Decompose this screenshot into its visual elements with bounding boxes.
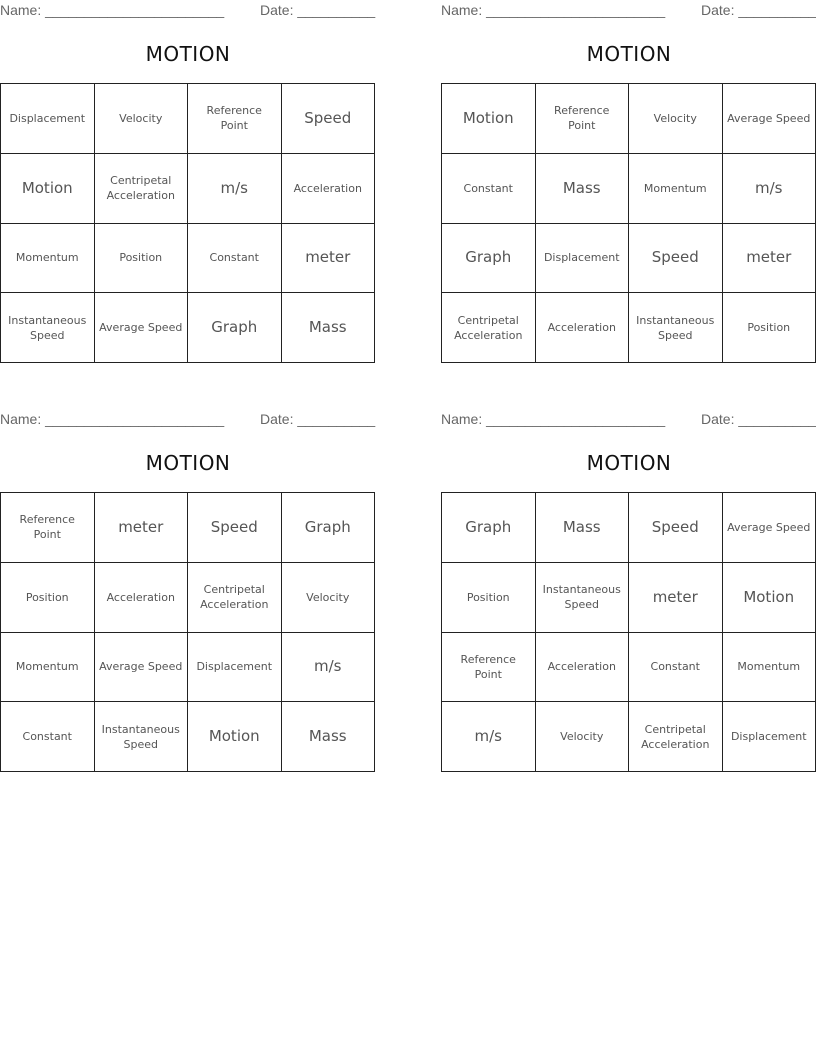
bingo-cell: Mass <box>536 493 630 563</box>
bingo-cell: Displacement <box>723 702 816 772</box>
date-field-label: Date: __________ <box>701 2 816 18</box>
bingo-card <box>441 0 816 375</box>
bingo-cell: Average Speed <box>95 293 189 363</box>
bingo-cell: Motion <box>1 154 95 224</box>
bingo-cell: meter <box>282 224 376 294</box>
bingo-cell: meter <box>629 563 723 633</box>
card-title: MOTION <box>145 451 231 475</box>
card-title: MOTION <box>145 42 231 66</box>
name-date-line <box>441 411 816 429</box>
bingo-cell: m/s <box>188 154 282 224</box>
bingo-cell: Displacement <box>1 84 95 154</box>
bingo-cell: Reference Point <box>536 84 630 154</box>
bingo-cell: Average Speed <box>95 633 189 703</box>
bingo-cell: Centripetal Acceleration <box>442 293 536 363</box>
bingo-cell: Instantaneous Speed <box>629 293 723 363</box>
bingo-cell: Constant <box>188 224 282 294</box>
date-field-label: Date: __________ <box>701 411 816 427</box>
bingo-grid <box>441 83 816 363</box>
bingo-card <box>0 409 376 784</box>
name-date-line <box>0 411 376 429</box>
bingo-cell: Reference Point <box>442 633 536 703</box>
bingo-cell: meter <box>723 224 816 294</box>
bingo-cell: Reference Point <box>1 493 95 563</box>
bingo-cell: Position <box>442 563 536 633</box>
bingo-cell: Acceleration <box>282 154 376 224</box>
bingo-cell: Mass <box>536 154 630 224</box>
name-date-line <box>441 2 816 20</box>
bingo-cell: Mass <box>282 293 376 363</box>
bingo-cell: Momentum <box>629 154 723 224</box>
bingo-cell: Momentum <box>723 633 816 703</box>
bingo-cell: Graph <box>282 493 376 563</box>
bingo-cell: Velocity <box>95 84 189 154</box>
date-field-label: Date: __________ <box>260 2 376 18</box>
bingo-cell: Velocity <box>629 84 723 154</box>
name-field-label: Name: _______________________ <box>441 411 666 427</box>
bingo-cell: Acceleration <box>536 633 630 703</box>
bingo-cell: Speed <box>188 493 282 563</box>
bingo-cell: Momentum <box>1 224 95 294</box>
bingo-grid <box>441 492 816 772</box>
bingo-cell: Motion <box>723 563 816 633</box>
name-field-label: Name: _______________________ <box>441 2 666 18</box>
bingo-grid <box>0 492 375 772</box>
bingo-cell: Momentum <box>1 633 95 703</box>
name-field-label: Name: _______________________ <box>0 411 225 427</box>
bingo-cell: Graph <box>188 293 282 363</box>
bingo-cell: Instantaneous Speed <box>536 563 630 633</box>
bingo-cell: Constant <box>629 633 723 703</box>
bingo-cell: Instantaneous Speed <box>95 702 189 772</box>
bingo-cell: Instantaneous Speed <box>1 293 95 363</box>
bingo-cell: Motion <box>188 702 282 772</box>
bingo-cell: Position <box>723 293 816 363</box>
bingo-cell: Position <box>1 563 95 633</box>
bingo-cell: Position <box>95 224 189 294</box>
bingo-cell: Velocity <box>536 702 630 772</box>
card-title: MOTION <box>586 42 672 66</box>
bingo-cell: Centripetal Acceleration <box>629 702 723 772</box>
bingo-grid <box>0 83 375 363</box>
bingo-card <box>0 0 376 375</box>
bingo-cell: Graph <box>442 224 536 294</box>
bingo-cell: Graph <box>442 493 536 563</box>
bingo-card <box>441 409 816 784</box>
bingo-cell: Velocity <box>282 563 376 633</box>
bingo-cell: Constant <box>1 702 95 772</box>
bingo-cell: m/s <box>282 633 376 703</box>
bingo-cell: Motion <box>442 84 536 154</box>
date-field-label: Date: __________ <box>260 411 376 427</box>
name-date-line <box>0 2 376 20</box>
bingo-cell: Average Speed <box>723 493 816 563</box>
bingo-cell: Centripetal Acceleration <box>95 154 189 224</box>
bingo-cell: Reference Point <box>188 84 282 154</box>
bingo-cell: Speed <box>629 224 723 294</box>
bingo-cell: m/s <box>442 702 536 772</box>
bingo-cell: Average Speed <box>723 84 816 154</box>
bingo-cell: Mass <box>282 702 376 772</box>
bingo-cell: Displacement <box>188 633 282 703</box>
bingo-cell: Acceleration <box>95 563 189 633</box>
bingo-cell: Constant <box>442 154 536 224</box>
bingo-cell: Displacement <box>536 224 630 294</box>
bingo-cell: Centripetal Acceleration <box>188 563 282 633</box>
bingo-cell: Acceleration <box>536 293 630 363</box>
bingo-cell: m/s <box>723 154 816 224</box>
card-title: MOTION <box>586 451 672 475</box>
name-field-label: Name: _______________________ <box>0 2 225 18</box>
bingo-cell: Speed <box>629 493 723 563</box>
bingo-cell: meter <box>95 493 189 563</box>
bingo-cell: Speed <box>282 84 376 154</box>
